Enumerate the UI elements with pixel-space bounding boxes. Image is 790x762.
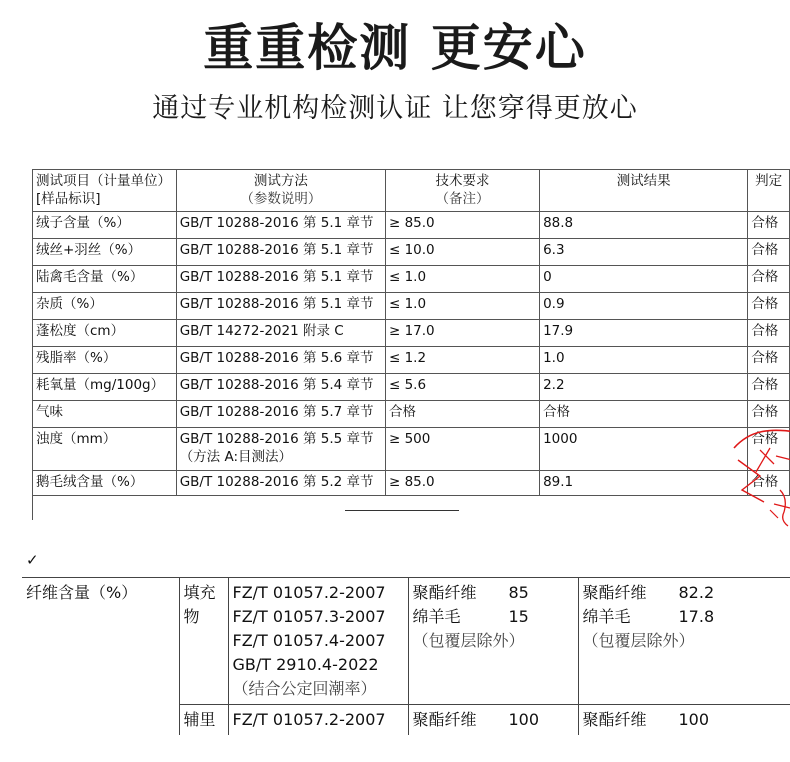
cell-requirement: 合格 (385, 401, 539, 428)
cell-item: 气味 (33, 401, 177, 428)
check-mark-icon: ✓ (26, 551, 39, 569)
composition-pair (583, 605, 787, 629)
table-row (33, 212, 790, 239)
cell-result: 合格 (540, 401, 748, 428)
fiber-name: 聚酯纤维 (412, 583, 477, 602)
cell-result: 0 (540, 266, 748, 293)
cell-requirement: ≥ 17.0 (385, 320, 539, 347)
header-result-label: 测试结果 (616, 173, 671, 189)
cell-item: 浊度（mm） (33, 428, 177, 471)
cell-result (578, 578, 790, 705)
cell-item: 陆禽毛含量（%） (33, 266, 177, 293)
cell-result: 89.1 (540, 471, 748, 496)
fiber-content-table (22, 577, 790, 735)
cell-method: GB/T 10288-2016 第 5.7 章节 (176, 401, 385, 428)
cell-method: GB/T 10288-2016 第 5.6 章节 (176, 347, 385, 374)
cell-item: 蓬松度（cm） (33, 320, 177, 347)
header-result (540, 170, 748, 212)
cell-method: GB/T 10288-2016 第 5.1 章节 (176, 266, 385, 293)
cell-requirement: ≤ 1.0 (385, 293, 539, 320)
header-verdict (748, 170, 790, 212)
cell-method-sub: （方法 A:目测法） (179, 449, 293, 465)
cell-item: 耗氧量（mg/100g） (33, 374, 177, 401)
table-row (33, 266, 790, 293)
header-method-label: 测试方法 (253, 173, 308, 189)
cell-method: GB/T 10288-2016 第 5.1 章节 (176, 239, 385, 266)
standards-note: （结合公定回潮率） (232, 679, 377, 698)
fiber-value: 85 (508, 583, 529, 602)
table-row (33, 401, 790, 428)
cell-result: 6.3 (540, 239, 748, 266)
cell-item: 绒丝+羽丝（%） (33, 239, 177, 266)
cell-result: 2.2 (540, 374, 748, 401)
page-subtitle: 通过专业机构检测认证 让您穿得更放心 (152, 93, 638, 124)
standard-line: GB/T 2910.4-2022 (232, 655, 379, 674)
composition-pair (583, 708, 787, 732)
cell-method (176, 428, 385, 471)
cell-verdict: 合格 (748, 401, 790, 428)
table-row (33, 374, 790, 401)
cell-method: GB/T 10288-2016 第 5.1 章节 (176, 212, 385, 239)
composition-pair (413, 605, 574, 629)
fiber-value: 82.2 (678, 583, 715, 602)
cell-method: GB/T 10288-2016 第 5.2 章节 (176, 471, 385, 496)
fiber-value: 100 (508, 710, 540, 729)
fiber-row-filling (22, 578, 790, 705)
fiber-name: 绵羊毛 (582, 607, 631, 626)
cell-verdict: 合格 (748, 374, 790, 401)
cell-requirement (408, 705, 578, 736)
fiber-name: 聚酯纤维 (412, 710, 477, 729)
cell-item: 绒子含量（%） (33, 212, 177, 239)
header-item-label: 测试项目（计量单位） (36, 173, 171, 189)
cell-method: GB/T 10288-2016 第 5.1 章节 (176, 293, 385, 320)
header-requirement-sub: （备注） (435, 191, 490, 207)
cell-result (578, 705, 790, 736)
fiber-value: 15 (508, 607, 529, 626)
header-requirement-label: 技术要求 (435, 173, 490, 189)
header-method (176, 170, 385, 212)
cell-part-filling (179, 578, 228, 705)
cell-empty (540, 496, 748, 521)
cell-requirement: ≤ 10.0 (385, 239, 539, 266)
cell-fiber-item: 纤维含量（%） (22, 578, 179, 736)
fiber-value: 17.8 (678, 607, 715, 626)
cell-verdict: 合格 (748, 428, 790, 471)
cell-requirement: ≥ 85.0 (385, 471, 539, 496)
table-row (33, 293, 790, 320)
table-row-turbidity (33, 428, 790, 471)
cell-result: 17.9 (540, 320, 748, 347)
table-row-goose (33, 471, 790, 496)
header-item-sub: [样品标识] (36, 191, 101, 207)
fiber-name: 聚酯纤维 (582, 583, 647, 602)
cell-item: 杂质（%） (33, 293, 177, 320)
cell-result: 88.8 (540, 212, 748, 239)
table-header-row (33, 170, 790, 212)
cell-requirement: ≥ 85.0 (385, 212, 539, 239)
header-requirement (385, 170, 539, 212)
fiber-name: 聚酯纤维 (582, 710, 647, 729)
requirement-note: （包覆层除外） (412, 631, 525, 650)
cell-requirement: ≤ 1.2 (385, 347, 539, 374)
cell-method: GB/T 10288-2016 第 5.4 章节 (176, 374, 385, 401)
cell-verdict: 合格 (748, 293, 790, 320)
table-row (33, 239, 790, 266)
standard-line: FZ/T 01057.2-2007 (232, 583, 386, 602)
page-title: 重重检测 更安心 (203, 19, 587, 77)
cell-verdict: 合格 (748, 347, 790, 374)
test-results-table (32, 169, 790, 520)
cell-verdict: 合格 (748, 212, 790, 239)
header-method-sub: （参数说明） (240, 191, 322, 207)
cell-standard: FZ/T 01057.2-2007 (228, 705, 408, 736)
cell-empty (748, 496, 790, 521)
fiber-name: 绵羊毛 (412, 607, 461, 626)
cell-item: 鹅毛绒含量（%） (33, 471, 177, 496)
cell-method-main: GB/T 10288-2016 第 5.5 章节 (179, 431, 374, 447)
standard-line: FZ/T 01057.3-2007 (232, 607, 386, 626)
composition-pair (583, 581, 787, 605)
header-item (33, 170, 177, 212)
cell-result: 0.9 (540, 293, 748, 320)
cell-item: 残脂率（%） (33, 347, 177, 374)
cell-requirement: ≤ 5.6 (385, 374, 539, 401)
cell-verdict: 合格 (748, 320, 790, 347)
cell-empty (33, 496, 177, 521)
table-row (33, 347, 790, 374)
header-verdict-label: 判定 (755, 173, 783, 189)
fiber-value: 100 (678, 710, 710, 729)
table-row-blank (33, 496, 790, 521)
composition-pair (413, 581, 574, 605)
standard-line: FZ/T 01057.4-2007 (232, 631, 386, 650)
cell-part-lining: 辅里 (179, 705, 228, 736)
cell-requirement: ≥ 500 (385, 428, 539, 471)
cell-empty (176, 496, 385, 521)
composition-pair (413, 708, 574, 732)
cell-standards (228, 578, 408, 705)
cell-result: 1.0 (540, 347, 748, 374)
result-note: （包覆层除外） (582, 631, 695, 650)
table-row (33, 320, 790, 347)
cell-requirement (408, 578, 578, 705)
cell-verdict: 合格 (748, 266, 790, 293)
footer-divider (345, 510, 459, 511)
cell-method: GB/T 14272-2021 附录 C (176, 320, 385, 347)
cell-empty (385, 496, 539, 521)
cell-verdict: 合格 (748, 471, 790, 496)
cell-verdict: 合格 (748, 239, 790, 266)
cell-result: 1000 (540, 428, 748, 471)
part-label: 填充物 (183, 583, 216, 626)
cell-requirement: ≤ 1.0 (385, 266, 539, 293)
